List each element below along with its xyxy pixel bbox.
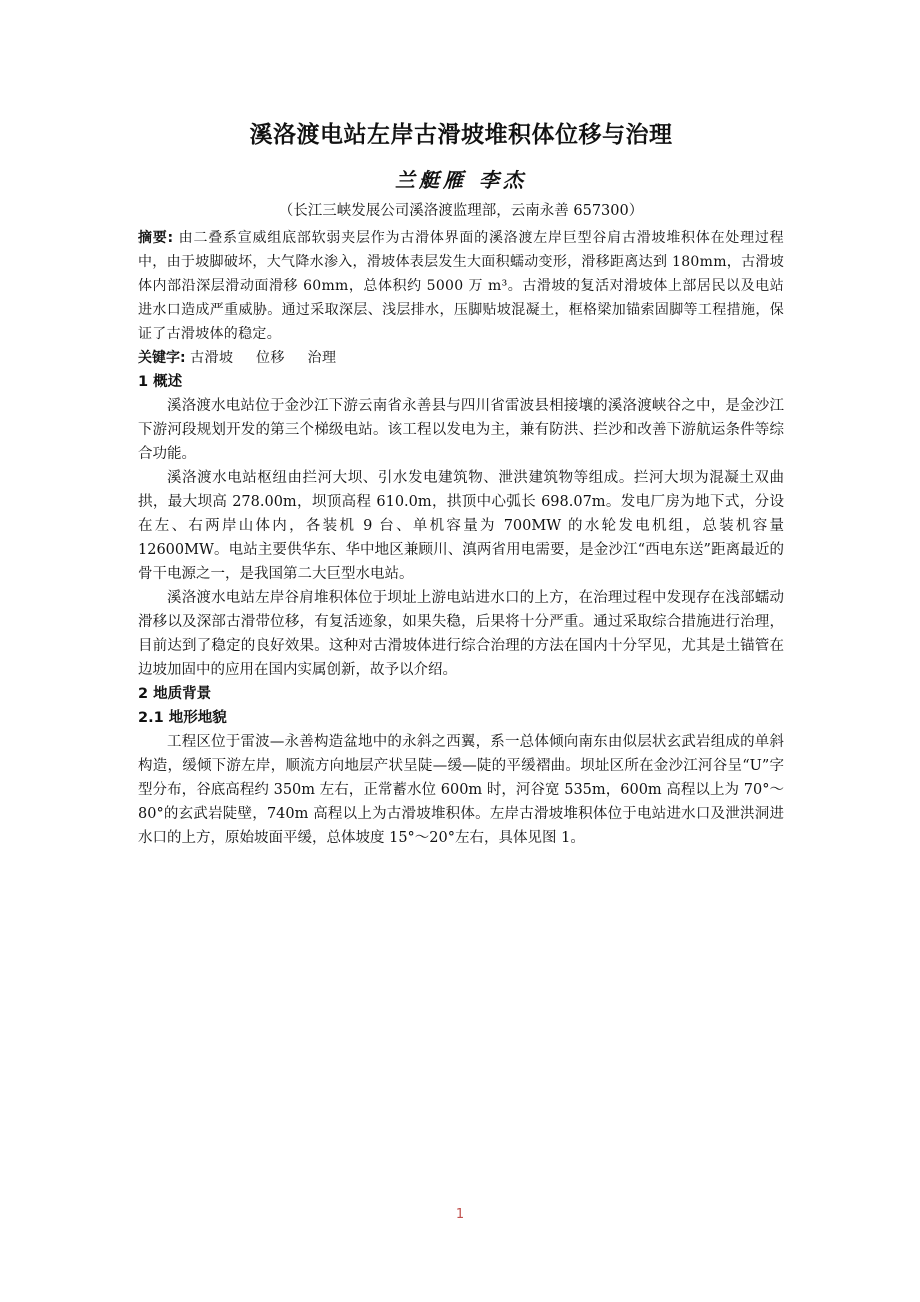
affiliation: （长江三峡发展公司溪洛渡监理部，云南永善 657300） bbox=[278, 203, 644, 219]
keyword-item: 古滑坡 bbox=[190, 350, 234, 366]
page-content bbox=[138, 118, 784, 850]
keyword-item: 治理 bbox=[307, 350, 337, 366]
author-line bbox=[138, 166, 784, 194]
body-paragraph: 溪洛渡水电站左岸谷肩堆积体位于坝址上游电站进水口的上方，在治理过程中发现存在浅部蠕动滑移以及深部古滑带位移，有复活迹象，如果失稳，后果将十分严重。通过采取综合措施进行治理，目前达到了稳定的良好效果。这种对古滑坡体进行综合治理的方法在国内十分罕见，尤其是土锚管在边坡加固中的应用在国内实属创新，故予以介绍。 bbox=[138, 590, 784, 678]
abstract bbox=[138, 226, 784, 346]
paper-title: 溪洛渡电站左岸古滑坡堆积体位移与治理 bbox=[249, 122, 673, 148]
keyword-item: 位移 bbox=[256, 350, 286, 366]
keywords bbox=[138, 346, 784, 370]
abstract-text: 由二叠系宣威组底部软弱夹层作为古滑体界面的溪洛渡左岸巨型谷肩古滑坡堆积体在处理过程中，由于坡脚破坏，大气降水渗入，滑坡体表层发生大面积蠕动变形，滑移距离达到 180mm，古滑坡体内部沿深层滑动面滑移 60mm，总体积约 5000 万 m³。古滑坡的复活对滑坡体上部居民以及电站进水口造成严重威胁。通过采取深层、浅层排水，压脚贴坡混凝土，框格梁加锚索固脚等工程措施，保证了古滑坡体的稳定。 bbox=[138, 230, 784, 342]
author-name: 兰艇雁 bbox=[395, 168, 467, 192]
body-paragraph: 工程区位于雷波—永善构造盆地中的永斜之西翼，系一总体倾向南东由似层状玄武岩组成的单斜构造，缓倾下游左岸，顺流方向地层产状呈陡—缓—陡的平缓褶曲。坝址区所在金沙江河谷呈“U”字型分布，谷底高程约 350m 左右，正常蓄水位 600m 时，河谷宽 535m，600m 高程以上为 70°～80°的玄武岩陡壁，740m 高程以上为古滑坡堆积体。左岸古滑坡堆积体位于电站进水口及泄洪洞进水口的上方，原始坡面平缓，总体坡度 15°～20°左右，具体见图 1。 bbox=[138, 734, 784, 846]
abstract-label: 摘要: bbox=[138, 230, 174, 246]
subsection-heading-topography: 2.1 地形地貌 bbox=[138, 710, 227, 726]
section-heading-overview: 1 概述 bbox=[138, 374, 183, 390]
body-paragraph: 溪洛渡水电站枢纽由拦河大坝、引水发电建筑物、泄洪建筑物等组成。拦河大坝为混凝土双曲拱，最大坝高 278.00m，坝顶高程 610.0m，拱顶中心弧长 698.07m。发电厂房为地下式，分设在左、右两岸山体内，各装机 9 台、单机容量为 700MW 的水轮发电机组，总装机容量 12600MW。电站主要供华东、华中地区兼顾川、滇两省用电需要，是金沙江“西电东送”距离最近的骨干电源之一，是我国第二大巨型水电站。 bbox=[138, 470, 784, 582]
page-number: 1 bbox=[455, 1207, 465, 1222]
keywords-label: 关键字: bbox=[138, 350, 186, 366]
section-heading-geology: 2 地质背景 bbox=[138, 686, 212, 702]
body-paragraph: 溪洛渡水电站位于金沙江下游云南省永善县与四川省雷波县相接壤的溪洛渡峡谷之中，是金沙江下游河段规划开发的第三个梯级电站。该工程以发电为主，兼有防洪、拦沙和改善下游航运条件等综合功能。 bbox=[138, 398, 784, 462]
author-name: 李杰 bbox=[479, 168, 527, 192]
